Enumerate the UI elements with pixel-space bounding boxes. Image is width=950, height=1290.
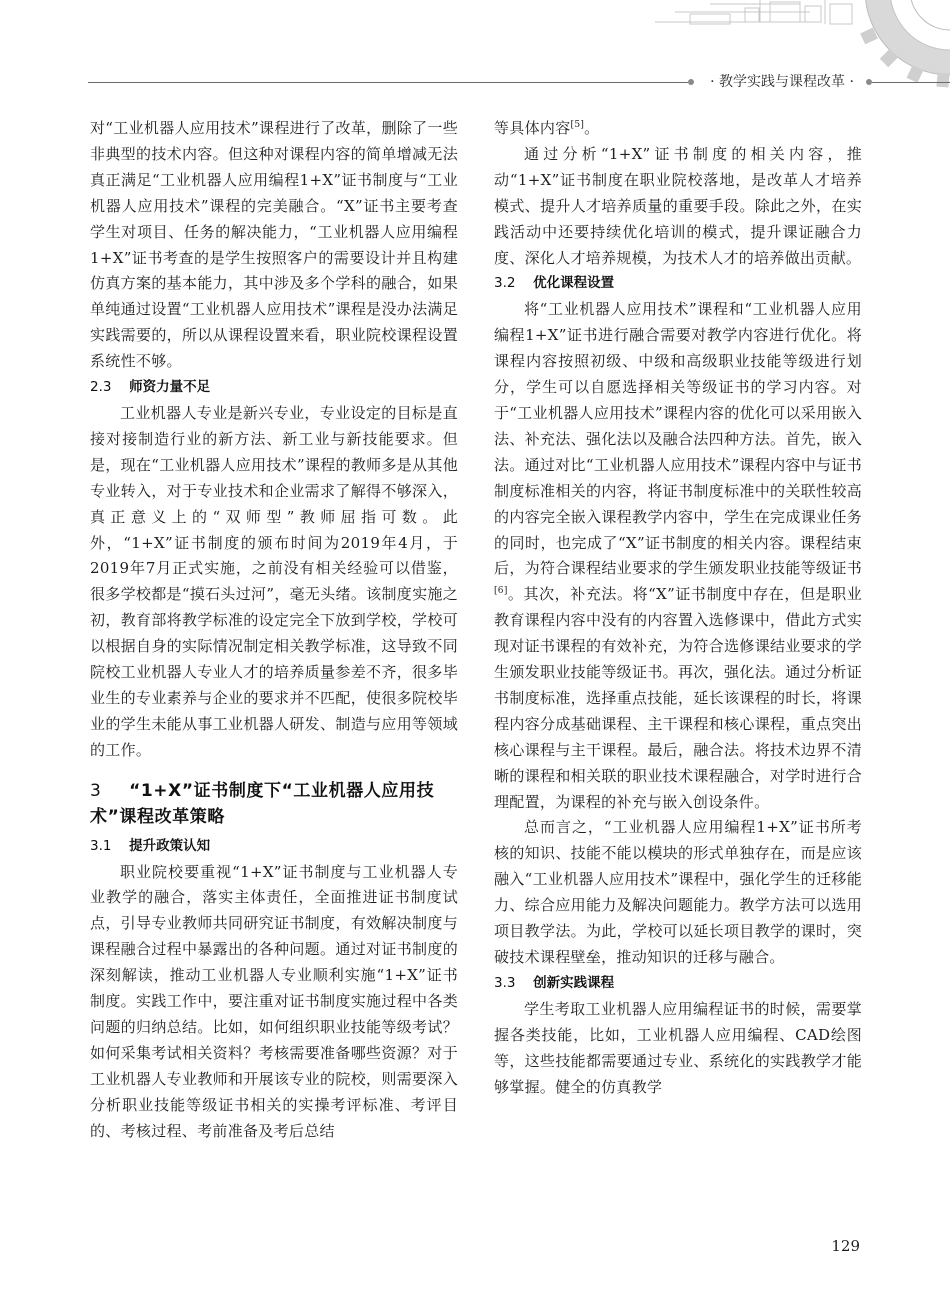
- paragraph-text: 等具体内容: [494, 119, 571, 137]
- paragraph: [494, 297, 862, 815]
- paragraph: 总而言之，“工业机器人应用编程1+X”证书所考核的知识、技能不能以模块的形式单独存在，而是应该融入“工业机器人应用技术”课程中，强化学生的迁移能力、综合应用能力及解决问题能力。教学方法可以选用项目教学法。为此，学校可以延长项目教学的课时，突破技术课程壁垒，推动知识的迁移与融合。: [494, 818, 862, 966]
- left-column: [90, 116, 458, 1145]
- section-number: 3.2: [494, 275, 516, 292]
- paragraph-text: 将“工业机器人应用技术”课程和“工业机器人应用编程1+X”证书进行融合需要对教学内容进行优化。将课程内容按照初级、中级和高级职业技能等级进行划分，学生可以自愿选择相关等级证书的学习内容。对于“工业机器人应用技术”课程内容的优化可以采用嵌入法、补充法、强化法以及融合法四种方法。首先，嵌入法。通过对比“工业机器人应用技术”课程内容中与证书制度标准相关的内容，将证书制度标准中的关联性较高的内容完全嵌入课程教学内容中，学生在完成课业任务的同时，也完成了“X”证书制度的相关内容。课程结束后，为符合课程结业要求的学生颁发职业技能等级证书: [494, 300, 862, 578]
- paragraph: 学生考取工业机器人应用编程证书的时候，需要掌握各类技能，比如，工业机器人应用编程、CAD绘图等，这些技能都需要通过专业、系统化的实践教学才能够掌握。健全的仿真教学: [494, 999, 862, 1096]
- paragraph: [494, 116, 862, 142]
- section-number: 3.3: [494, 974, 516, 991]
- paragraph-text: 。其次，补充法。将“X”证书制度中存在，但是职业教育课程内容中没有的内容置入选修课中，借此方式实现对证书课程的有效补充，为符合选修课结业要求的学生颁发职业技能等级证书。再次，强化法。通过分析证书制度标准，选择重点技能，延长该课程的时长，将课程内容分成基础课程、主干课程和核心课程，重点突出核心课程与主干课程。最后，融合法。将技术边界不清晰的课程和相关联的职业技术课程融合，对学时进行合理配置，为课程的补充与嵌入创设条件。: [494, 585, 862, 811]
- section-title: 提升政策认知: [129, 837, 211, 854]
- chapter-heading-3: [90, 778, 458, 830]
- section-number: 3.1: [90, 837, 112, 854]
- chapter-number: 3: [90, 780, 102, 801]
- running-header: · 教学实践与课程改革 ·: [710, 74, 854, 90]
- paragraph: 工业机器人专业是新兴专业，专业设定的目标是直接对接制造行业的新方法、新工业与新技能要求。但是，现在“工业机器人应用技术”课程的教师多是从其他专业转入，对于专业技术和企业需求了解得不够深入，真正意义上的“双师型”教师屈指可数。此外，“1+X”证书制度的颁布时间为2019年4月，于2019年7月正式实施，之前没有相关经验可以借鉴，很多学校都是“摸石头过河”，毫无头绪。该制度实施之初，教育部将教学标准的设定完全下放到学校，学校可以根据自身的实际情况制定相关教学标准，这导致不同院校工业机器人专业人才的培养质量参差不齐，很多毕业生的专业素养与企业的要求并不匹配，使很多院校毕业的学生未能从事工业机器人研发、制造与应用等领域的工作。: [90, 403, 458, 759]
- chapter-title: “1+X”证书制度下“工业机器人应用技术”课程改革策略: [90, 780, 435, 827]
- section-title: 师资力量不足: [129, 379, 211, 396]
- section-heading-3-1: [90, 834, 458, 860]
- citation-ref: [6]: [494, 586, 508, 597]
- right-column: [494, 116, 862, 1100]
- section-number: 2.3: [90, 379, 112, 396]
- paragraph-text: 。: [584, 119, 600, 137]
- paragraph: 对“工业机器人应用技术”课程进行了改革，删除了一些非典型的技术内容。但这种对课程内容的简单增减无法真正满足“工业机器人应用编程1+X”证书制度与“工业机器人应用技术”课程的完美融合。“X”证书主要考查学生对项目、任务的解决能力，“工业机器人应用编程1+X”证书考查的是学生按照客户的需要设计并且构建仿真方案的基本能力，其中涉及多个学科的融合，如果单纯通过设置“工业机器人应用技术”课程是没办法满足实践需要的，所以从课程设置来看，职业院校课程设置系统性不够。: [90, 119, 458, 371]
- section-heading-3-2: [494, 271, 862, 297]
- section-heading-2-3: [90, 375, 458, 401]
- section-title: 创新实践课程: [533, 974, 615, 991]
- section-heading-3-3: [494, 971, 862, 997]
- paragraph: 职业院校要重视“1+X”证书制度与工业机器人专业教学的融合，落实主体责任，全面推进证书制度试点，引导专业教师共同研究证书制度，有效解决制度与课程融合过程中暴露出的各种问题。通过对证书制度的深刻解读，推动工业机器人专业顺利实施“1+X”证书制度。实践工作中，要注重对证书制度实施过程中各类问题的归纳总结。比如，如何组织职业技能等级考试？如何采集考试相关资料？考核需要准备哪些资源？对于工业机器人专业教师和开展该专业的院校，则需要深入分析职业技能等级证书相关的实操考评标准、考评目的、考核过程、考前准备及考后总结: [90, 862, 458, 1140]
- header-rule-right: [872, 82, 950, 83]
- citation-ref: [5]: [570, 120, 585, 130]
- paragraph: 通过分析“1+X”证书制度的相关内容，推动“1+X”证书制度在职业院校落地，是改革人才培养模式、提升人才培养质量的重要手段。除此之外，在实践活动中还要持续优化培训的模式，提升课证融合力度、深化人才培养规模，为技术人才的培养做出贡献。: [494, 144, 862, 267]
- page-number: 129: [831, 1237, 860, 1255]
- section-title: 优化课程设置: [533, 275, 615, 292]
- header-rule-left: [88, 82, 688, 83]
